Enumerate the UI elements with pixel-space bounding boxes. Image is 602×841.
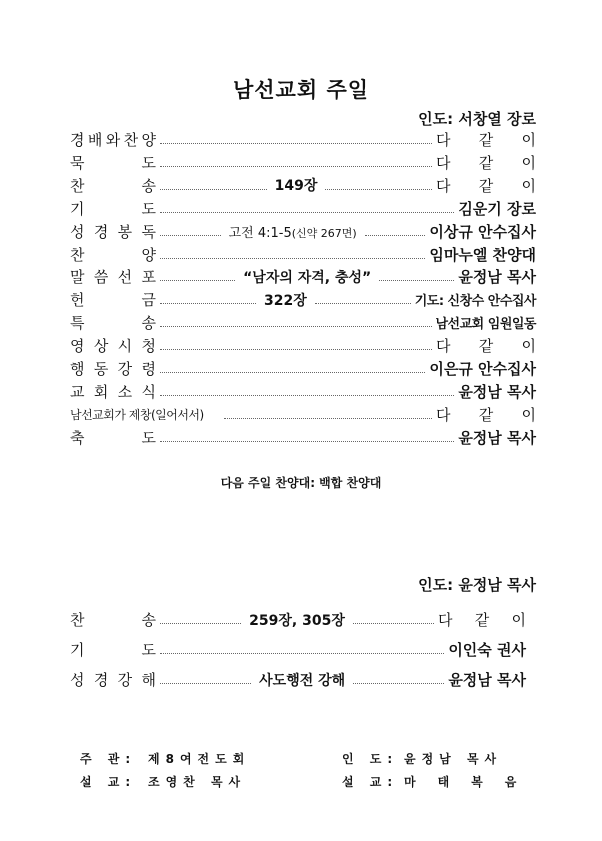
order-item-label: 찬 송: [70, 176, 156, 195]
order-item-label: 축 도: [70, 428, 156, 447]
order-item-label: 헌 금: [70, 291, 156, 310]
order-item-label: 기 도: [70, 641, 156, 659]
detail-main: “남자의 자격, 충성”: [243, 269, 372, 286]
order-item-label: 찬 양: [70, 245, 156, 264]
order-item-label: 남선교회가 제창(일어서서): [70, 407, 204, 422]
order-item-person: 이상규 안수집사: [429, 222, 536, 241]
next-week-choir-note: 다음 주일 찬양대: 백합 찬양대: [220, 476, 382, 490]
detail-main: 322장: [263, 292, 307, 309]
order-item-person: 다 같 이: [436, 176, 536, 195]
host-label: 주 관:: [80, 752, 137, 766]
order-item-person: 기도: 신창수 안수집사: [414, 294, 536, 310]
order-item-person: 다 같 이: [436, 337, 536, 356]
order-item-person: 윤정남 목사: [458, 382, 536, 401]
order-item-label: 말 씀 선 포: [70, 268, 156, 287]
order-item-label: 성 경 강 해: [70, 671, 156, 689]
order-item-label: 경 배 와 찬 양: [70, 131, 156, 149]
order-item-person: 이은규 안수집사: [429, 360, 536, 378]
order-item-person: 윤정남 목사: [458, 268, 537, 287]
detail-sub: (신약 267면): [291, 226, 357, 240]
sermon-text-value: 마태복음: [404, 775, 539, 789]
detail-main: 사도행전 강해: [259, 672, 346, 689]
order-item-person: 다 같 이: [436, 405, 536, 424]
footer-leader-label: 인 도:: [342, 752, 399, 766]
order-item-person: 윤정남 목사: [458, 428, 536, 447]
service1-leader: 인도: 서창열 장로: [418, 110, 536, 128]
detail-main: 259장, 305장: [249, 612, 345, 629]
preacher-value: 조영찬 목사: [148, 775, 247, 789]
order-item-label: 행 동 강 령: [70, 360, 156, 378]
order-item-label: 영 상 시 청: [70, 337, 156, 356]
page-title: 남선교회 주일: [232, 78, 370, 102]
order-item-person: 남선교회 임원일동: [435, 317, 536, 333]
order-item-label: 기 도: [70, 199, 156, 218]
order-item-label: 교 회 소 식: [70, 382, 156, 401]
footer-leader-value: 윤정남 목사: [404, 752, 503, 766]
detail-main: 고전 4:1-5: [228, 225, 292, 241]
order-item-person: 다 같 이: [436, 131, 536, 149]
detail-main: 149장: [274, 178, 318, 195]
order-item-person: 김운기 장로: [458, 199, 536, 218]
order-item-person: 윤정남 목사: [448, 671, 526, 689]
order-item-person: 이인숙 권사: [448, 641, 526, 659]
host-value: 제8여전도회: [148, 752, 251, 766]
order-item-label: 성 경 봉 독: [70, 222, 156, 241]
order-item-label: 묵 도: [70, 153, 156, 172]
order-item-person: 임마누엘 찬양대: [429, 245, 536, 264]
order-item-person: 다 같 이: [438, 611, 527, 629]
order-item-label: 특 송: [70, 314, 156, 333]
order-item-person: 다 같 이: [436, 153, 536, 172]
preacher-label: 설 교:: [80, 775, 137, 789]
order-item-label: 찬 송: [70, 611, 156, 629]
sermon-text-label: 설 교:: [342, 775, 399, 789]
service2-leader: 인도: 윤정남 목사: [418, 576, 536, 594]
